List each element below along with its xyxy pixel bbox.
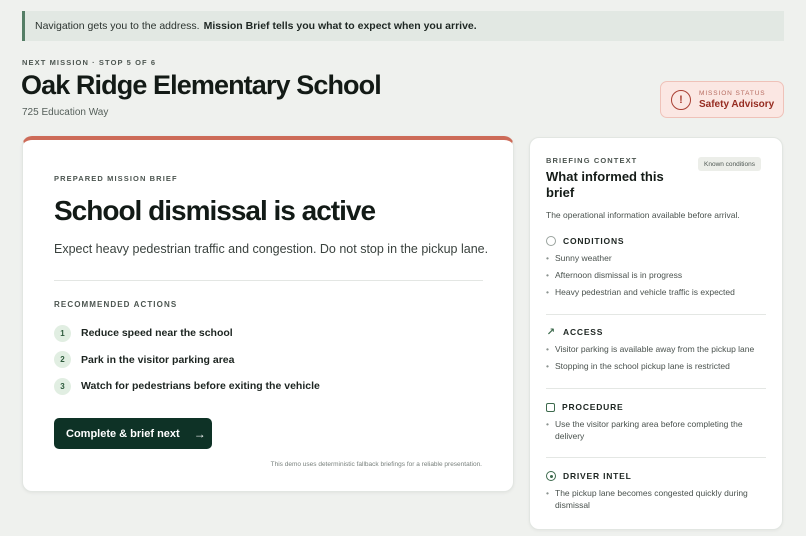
status-value: Safety Advisory [699, 98, 775, 110]
page-title: Oak Ridge Elementary School [21, 70, 381, 100]
conditions-section [546, 236, 766, 304]
arrow-up-right-icon: ↗ [546, 326, 556, 338]
cta-label: Complete & brief next [66, 427, 180, 440]
context-label: BRIEFING CONTEXT [546, 156, 638, 165]
section-title: DRIVER INTEL [563, 471, 632, 481]
list-item: • Stopping in the school pickup lane is restricted [546, 361, 766, 373]
procedure-section [546, 402, 766, 448]
context-intro: The operational information available before arrival. [546, 210, 740, 220]
complete-brief-next-button[interactable] [54, 418, 212, 449]
brief-headline: School dismissal is active [54, 195, 376, 226]
action-text: Watch for pedestrians before exiting the vehicle [81, 380, 320, 393]
divider [546, 388, 766, 389]
status-label: MISSION STATUS [699, 89, 766, 97]
action-number: 1 [54, 325, 71, 342]
banner-text: Navigation gets you to the address. [35, 20, 200, 32]
context-title: What informed this brief [546, 169, 664, 200]
brief-summary: Expect heavy pedestrian traffic and congestion. Do not stop in the pickup lane. [54, 242, 489, 256]
action-number: 2 [54, 351, 71, 368]
list-item: • Sunny weather [546, 253, 766, 265]
action-number: 3 [54, 378, 71, 395]
action-item [54, 320, 320, 347]
divider [546, 314, 766, 315]
action-text: Reduce speed near the school [81, 327, 233, 340]
action-item [54, 347, 320, 374]
mission-brief-card [22, 136, 514, 492]
section-title: PROCEDURE [562, 402, 624, 412]
briefing-context-panel [529, 137, 783, 530]
square-icon [546, 403, 555, 412]
footnote: This demo uses deterministic fallback briefings for a reliable presentation. [270, 461, 482, 468]
mission-eyebrow: NEXT MISSION · STOP 5 OF 6 [22, 58, 157, 67]
recommended-actions-list [54, 320, 320, 400]
action-text: Park in the visitor parking area [81, 353, 235, 366]
known-conditions-chip: Known conditions [698, 157, 761, 171]
arrow-right-icon: → [193, 426, 206, 441]
stop-address: 725 Education Way [22, 107, 109, 118]
banner-strong-text: Mission Brief tells you what to expect when you arrive. [203, 20, 477, 32]
divider [546, 457, 766, 458]
divider [54, 280, 483, 281]
access-section [546, 327, 766, 378]
list-item: • The pickup lane becomes congested quickly during dismissal [546, 488, 766, 511]
actions-label: RECOMMENDED ACTIONS [54, 300, 178, 309]
driver-intel-section [546, 471, 766, 517]
section-title: CONDITIONS [563, 236, 625, 246]
brief-label: PREPARED MISSION BRIEF [54, 174, 178, 183]
list-item: • Heavy pedestrian and vehicle traffic is expected [546, 287, 766, 299]
list-item: • Afternoon dismissal is in progress [546, 270, 766, 282]
action-item [54, 373, 320, 400]
list-item: • Use the visitor parking area before completing the delivery [546, 419, 766, 442]
target-icon [546, 471, 556, 481]
alert-icon: ! [671, 90, 691, 110]
circle-icon [546, 236, 556, 246]
list-item: • Visitor parking is available away from the pickup lane [546, 344, 766, 356]
mission-status-badge [660, 81, 784, 118]
info-banner [22, 11, 784, 41]
section-title: ACCESS [563, 327, 604, 337]
